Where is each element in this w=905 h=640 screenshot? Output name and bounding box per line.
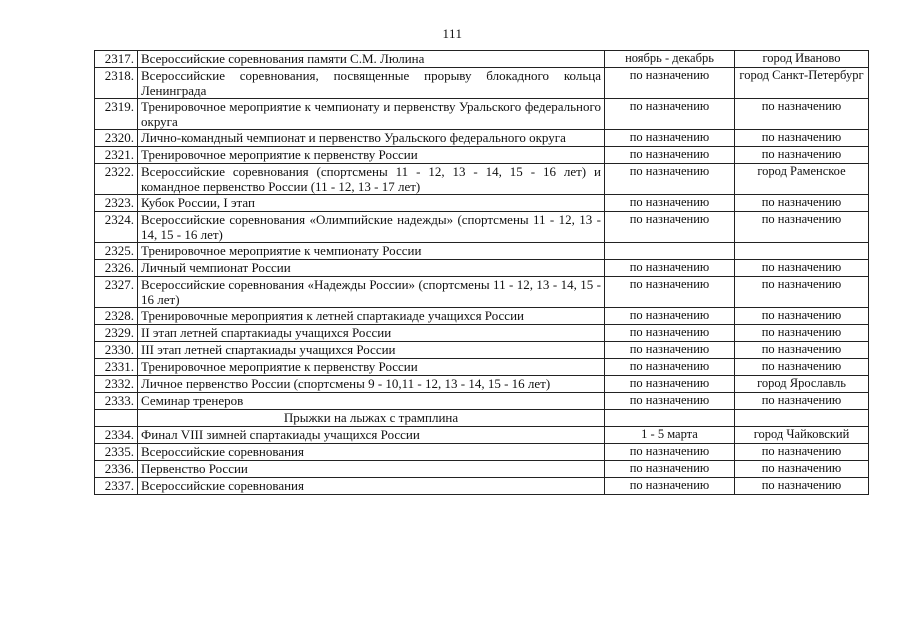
table-row [95,444,869,461]
row-number: 2322. [95,164,138,195]
event-date: по назначению [605,195,735,212]
table-row [95,461,869,478]
event-date: ноябрь - декабрь [605,51,735,68]
event-date [605,243,735,260]
table-row [95,342,869,359]
event-name: Тренировочное мероприятие к первенству России [138,359,605,376]
event-place: по назначению [735,147,869,164]
page-number: 111 [442,26,463,41]
row-number: 2319. [95,99,138,130]
event-date: по назначению [605,99,735,130]
event-date: по назначению [605,147,735,164]
row-number: 2332. [95,376,138,393]
table-row [95,325,869,342]
row-number: 2326. [95,260,138,277]
event-name: Всероссийские соревнования «Олимпийские надежды» (спортсмены 11 - 12, 13 - 14, 15 - 16 лет) [138,212,605,243]
event-date: 1 - 5 марта [605,427,735,444]
row-number: 2321. [95,147,138,164]
table-row [95,243,869,260]
event-name: Всероссийские соревнования памяти С.М. Люлина [138,51,605,68]
event-name: Тренировочное мероприятие к первенству России [138,147,605,164]
section-place-cell [735,410,869,427]
event-date: по назначению [605,212,735,243]
events-table-body-section [95,427,869,495]
event-name: Первенство России [138,461,605,478]
table-row [95,147,869,164]
table-row [95,260,869,277]
row-number: 2336. [95,461,138,478]
events-table [94,50,869,495]
row-number: 2323. [95,195,138,212]
row-number: 2328. [95,308,138,325]
event-place: по назначению [735,212,869,243]
event-date: по назначению [605,342,735,359]
event-place: город Чайковский [735,427,869,444]
row-number: 2329. [95,325,138,342]
table-row [95,68,869,99]
events-table-body [95,51,869,410]
section-header-group [95,410,869,427]
event-date: по назначению [605,130,735,147]
event-date: по назначению [605,359,735,376]
section-date-cell [605,410,735,427]
event-place: по назначению [735,325,869,342]
event-place: город Иваново [735,51,869,68]
row-number: 2320. [95,130,138,147]
event-place: по назначению [735,461,869,478]
row-number: 2335. [95,444,138,461]
event-date: по назначению [605,444,735,461]
event-place [735,243,869,260]
event-date: по назначению [605,461,735,478]
event-name: Тренировочное мероприятие к чемпионату России [138,243,605,260]
table-row [95,195,869,212]
event-name: III этап летней спартакиады учащихся России [138,342,605,359]
event-name: Тренировочное мероприятие к чемпионату и первенству Уральского федерального округа [138,99,605,130]
event-name: Личное первенство России (спортсмены 9 - 10,11 - 12, 13 - 14, 15 - 16 лет) [138,376,605,393]
table-row [95,359,869,376]
row-number: 2325. [95,243,138,260]
table-row [95,99,869,130]
table-row [95,130,869,147]
row-number: 2317. [95,51,138,68]
event-name: II этап летней спартакиады учащихся России [138,325,605,342]
event-name: Финал VIII зимней спартакиады учащихся России [138,427,605,444]
event-place: по назначению [735,393,869,410]
event-name: Всероссийские соревнования [138,444,605,461]
event-date: по назначению [605,478,735,495]
row-number: 2331. [95,359,138,376]
event-date: по назначению [605,308,735,325]
event-date: по назначению [605,68,735,99]
event-place: по назначению [735,277,869,308]
event-place: по назначению [735,195,869,212]
table-row [95,376,869,393]
event-place: по назначению [735,130,869,147]
row-number: 2334. [95,427,138,444]
event-place: по назначению [735,342,869,359]
event-name: Всероссийские соревнования (спортсмены 11 - 12, 13 - 14, 15 - 16 лет) и командное первенство России (11 - 12, 13 - 17 лет) [138,164,605,195]
event-date: по назначению [605,164,735,195]
section-num-cell [95,410,138,427]
section-row [95,410,869,427]
row-number: 2333. [95,393,138,410]
table-row [95,393,869,410]
event-place: город Санкт-Петербург [735,68,869,99]
event-name: Кубок России, I этап [138,195,605,212]
row-number: 2337. [95,478,138,495]
table-row [95,277,869,308]
event-place: город Ярославль [735,376,869,393]
event-date: по назначению [605,376,735,393]
event-date: по назначению [605,325,735,342]
event-name: Тренировочные мероприятия к летней спартакиаде учащихся России [138,308,605,325]
event-date: по назначению [605,260,735,277]
table-row [95,427,869,444]
event-name: Всероссийские соревнования «Надежды России» (спортсмены 11 - 12, 13 - 14, 15 - 16 лет) [138,277,605,308]
event-place: по назначению [735,478,869,495]
row-number: 2330. [95,342,138,359]
event-name: Лично-командный чемпионат и первенство Уральского федерального округа [138,130,605,147]
event-name: Всероссийские соревнования, посвященные прорыву блокадного кольца Ленинграда [138,68,605,99]
table-row [95,164,869,195]
table-row [95,478,869,495]
table-row [95,51,869,68]
event-place: город Раменское [735,164,869,195]
table-row [95,212,869,243]
event-date: по назначению [605,277,735,308]
event-place: по назначению [735,444,869,461]
row-number: 2318. [95,68,138,99]
event-name: Всероссийские соревнования [138,478,605,495]
event-place: по назначению [735,99,869,130]
event-date: по назначению [605,393,735,410]
event-name: Семинар тренеров [138,393,605,410]
event-place: по назначению [735,260,869,277]
event-place: по назначению [735,308,869,325]
table-row [95,308,869,325]
section-title: Прыжки на лыжах с трамплина [138,410,605,427]
row-number: 2324. [95,212,138,243]
row-number: 2327. [95,277,138,308]
event-name: Личный чемпионат России [138,260,605,277]
event-place: по назначению [735,359,869,376]
